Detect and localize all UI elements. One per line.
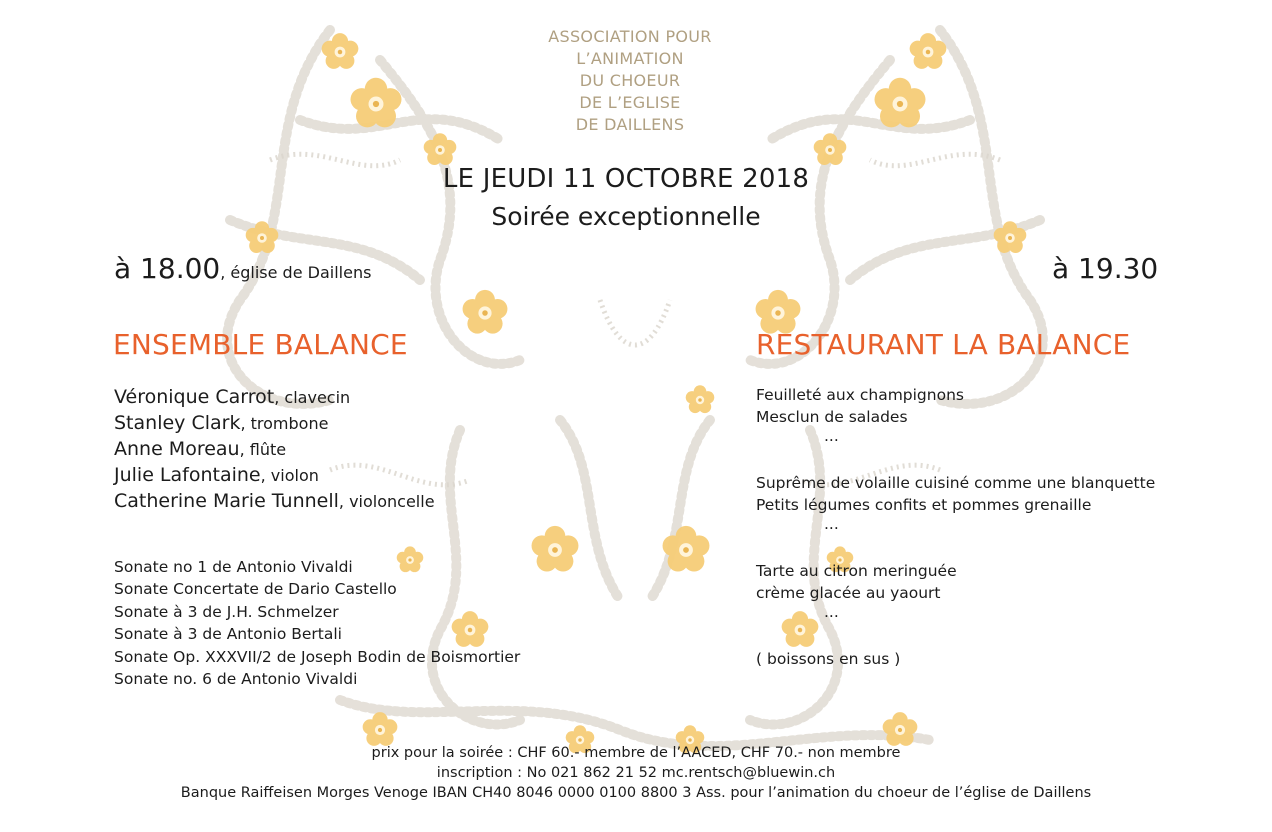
footer-inscription: inscription : No 021 862 21 52 mc.rentsch@bluewin.ch <box>436 765 836 781</box>
musician-instrument: , violon <box>260 466 319 485</box>
footer-bank: Banque Raiffeisen Morges Venoge IBAN CH40 8046 0000 0100 8800 3 Ass. pour l’animation du choeur de l’église de Daillens <box>180 785 1092 801</box>
musician-instrument: , trombone <box>240 414 329 433</box>
footer-info <box>0 743 1272 803</box>
menu-drinks-note: ( boissons en sus ) <box>756 650 901 668</box>
musician-instrument: , flûte <box>239 440 287 459</box>
musician-item <box>114 436 435 462</box>
concert-title: ENSEMBLE BALANCE <box>113 328 408 361</box>
musician-name: Anne Moreau <box>114 438 240 460</box>
program-item: Sonate Concertate de Dario Castello <box>114 580 397 599</box>
menu-main-item: Petits légumes confits et pommes grenaille <box>756 496 1092 514</box>
association-line: DE L’EGLISE <box>579 93 681 112</box>
menu-separator: ... <box>824 603 839 621</box>
program-list <box>114 556 520 690</box>
musician-name: Julie Lafontaine <box>114 464 261 486</box>
menu-main-item: Suprême de volaille cuisiné comme une blanquette <box>756 474 1156 492</box>
association-name <box>480 26 780 136</box>
menu-starter-item: Feuilleté aux champignons <box>756 386 964 404</box>
musician-list <box>114 384 435 514</box>
dinner-title: RESTAURANT LA BALANCE <box>756 328 1131 361</box>
program-item: Sonate Op. XXXVII/2 de Joseph Bodin de Boismortier <box>114 647 521 666</box>
association-line: ASSOCIATION POUR <box>548 27 712 46</box>
concert-time: à 18.00 <box>114 252 221 285</box>
dinner-time-value: à 19.30 <box>1052 252 1159 285</box>
concert-time-place <box>114 252 371 285</box>
menu-separator: ... <box>824 515 839 533</box>
musician-item <box>114 410 435 436</box>
program-item: Sonate no 1 de Antonio Vivaldi <box>114 558 353 576</box>
program-item: Sonate à 3 de Antonio Bertali <box>114 625 342 644</box>
association-line: DE DAILLENS <box>575 115 685 134</box>
musician-name: Véronique Carrot <box>114 386 275 408</box>
menu-gap <box>756 538 1155 560</box>
dinner-menu <box>756 384 1155 670</box>
menu-gap <box>756 450 1155 472</box>
event-date: LE JEUDI 11 OCTOBRE 2018 <box>442 164 810 194</box>
menu-separator: ... <box>824 427 839 445</box>
event-subtitle: Soirée exceptionnelle <box>491 202 761 231</box>
musician-item <box>114 488 435 514</box>
menu-dessert-item: Tarte au citron meringuée <box>756 562 957 580</box>
association-line: L’ANIMATION <box>576 49 684 68</box>
musician-item <box>114 462 435 488</box>
musician-name: Stanley Clark <box>114 412 241 434</box>
musician-item <box>114 384 435 410</box>
concert-place: , église de Daillens <box>220 263 372 282</box>
program-item: Sonate à 3 de J.H. Schmelzer <box>114 602 339 621</box>
menu-starter-item: Mesclun de salades <box>756 408 908 426</box>
footer-price: prix pour la soirée : CHF 60.- membre de l’AACED, CHF 70.- non membre <box>371 745 901 761</box>
dinner-time <box>1052 252 1158 285</box>
musician-instrument: , violoncelle <box>338 492 435 511</box>
program-item: Sonate no. 6 de Antonio Vivaldi <box>114 669 358 688</box>
menu-dessert-item: crème glacée au yaourt <box>756 584 941 602</box>
musician-instrument: , clavecin <box>274 388 351 407</box>
menu-gap <box>756 626 1155 648</box>
musician-name: Catherine Marie Tunnell <box>114 490 339 512</box>
association-line: DU CHOEUR <box>579 71 681 90</box>
